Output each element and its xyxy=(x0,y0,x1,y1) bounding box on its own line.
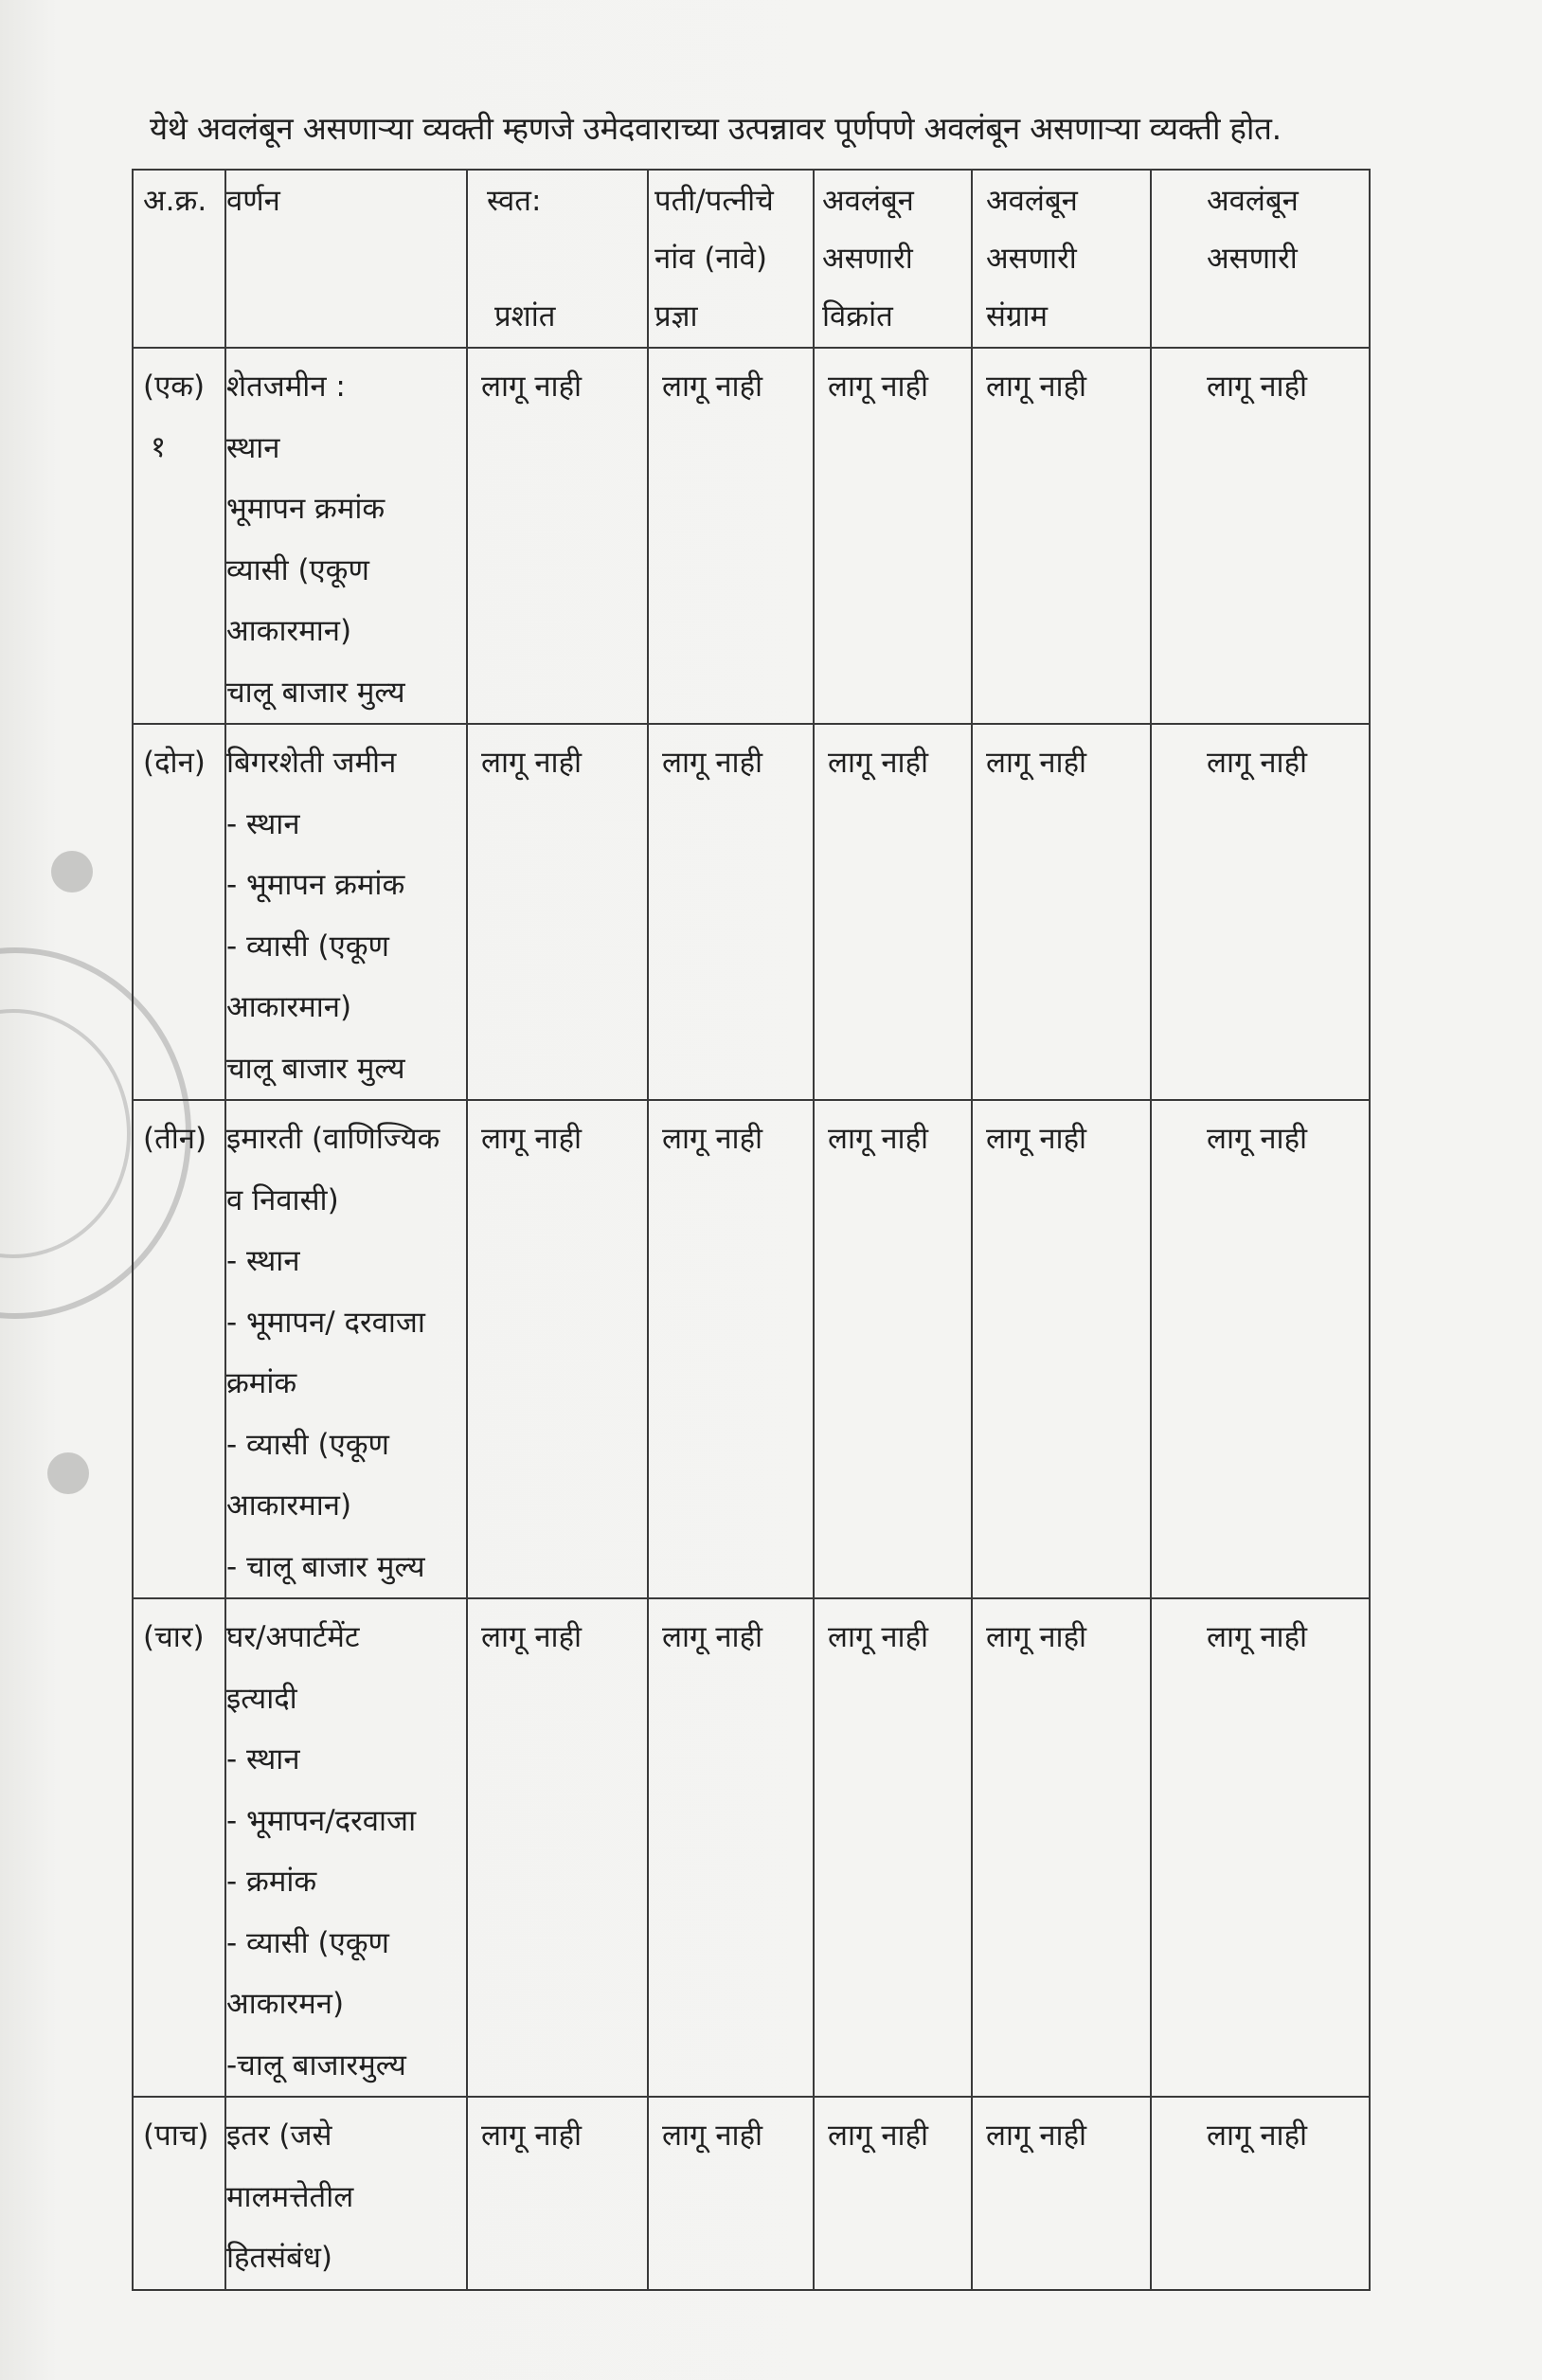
header-self: स्वत: प्रशांत xyxy=(467,170,648,348)
table-header-row xyxy=(133,170,1370,348)
row-description: इतर (जसे मालमत्तेतील हितसंबंध) xyxy=(225,2097,467,2290)
header-dependent-2: अवलंबून असणारी संग्राम xyxy=(972,170,1151,348)
value-dependent-3: लागू नाही xyxy=(1151,1598,1370,2097)
value-dependent-2: लागू नाही xyxy=(972,2097,1151,2290)
row-number: (पाच) xyxy=(133,2097,225,2290)
table-row xyxy=(133,2097,1370,2290)
value-dependent-3: लागू नाही xyxy=(1151,1100,1370,1598)
row-description: बिगरशेती जमीन - स्थान - भूमापन क्रमांक - व्यासी (एकूण आकारमान) चालू बाजार मुल्य xyxy=(225,724,467,1100)
value-dependent-2: लागू नाही xyxy=(972,724,1151,1100)
value-spouse: लागू नाही xyxy=(648,348,814,724)
punch-hole xyxy=(51,851,93,892)
value-dependent-1: लागू नाही xyxy=(814,2097,972,2290)
asset-table xyxy=(132,169,1371,2291)
value-dependent-1: लागू नाही xyxy=(814,724,972,1100)
value-self: लागू नाही xyxy=(467,2097,648,2290)
header-dependent-3: अवलंबून असणारी xyxy=(1151,170,1370,348)
intro-text: येथे अवलंबून असणाऱ्या व्यक्ती म्हणजे उमेदवाराच्या उत्पन्नावर पूर्णपणे अवलंबून असणाऱ्या व्यक्ती होत. xyxy=(150,110,1282,147)
value-dependent-3: लागू नाही xyxy=(1151,348,1370,724)
row-number: (दोन) xyxy=(133,724,225,1100)
row-description: घर/अपार्टमेंट इत्यादी - स्थान - भूमापन/दरवाजा - क्रमांक - व्यासी (एकूण आकारमन) -चालू बाजारमुल्य xyxy=(225,1598,467,2097)
value-self: लागू नाही xyxy=(467,724,648,1100)
value-dependent-3: लागू नाही xyxy=(1151,2097,1370,2290)
row-description: इमारती (वाणिज्यिक व निवासी) - स्थान - भूमापन/ दरवाजा क्रमांक - व्यासी (एकूण आकारमान) - चालू बाजार मुल्य xyxy=(225,1100,467,1598)
value-self: लागू नाही xyxy=(467,1100,648,1598)
row-number: (तीन) xyxy=(133,1100,225,1598)
value-dependent-2: लागू नाही xyxy=(972,348,1151,724)
value-dependent-1: लागू नाही xyxy=(814,1100,972,1598)
row-description: शेतजमीन : स्थान भूमापन क्रमांक व्यासी (एकूण आकारमान) चालू बाजार मुल्य xyxy=(225,348,467,724)
header-dependent-1: अवलंबून असणारी विक्रांत xyxy=(814,170,972,348)
table-row xyxy=(133,724,1370,1100)
value-dependent-2: लागू नाही xyxy=(972,1598,1151,2097)
value-dependent-2: लागू नाही xyxy=(972,1100,1151,1598)
row-number: (चार) xyxy=(133,1598,225,2097)
table-row xyxy=(133,348,1370,724)
value-dependent-1: लागू नाही xyxy=(814,1598,972,2097)
punch-hole xyxy=(47,1452,89,1494)
value-spouse: लागू नाही xyxy=(648,2097,814,2290)
value-spouse: लागू नाही xyxy=(648,724,814,1100)
header-spouse: पती/पत्नीचे नांव (नावे) प्रज्ञा xyxy=(648,170,814,348)
table-row xyxy=(133,1598,1370,2097)
value-dependent-3: लागू नाही xyxy=(1151,724,1370,1100)
value-self: लागू नाही xyxy=(467,348,648,724)
header-description: वर्णन xyxy=(225,170,467,348)
table-row xyxy=(133,1100,1370,1598)
header-sr: अ.क्र. xyxy=(133,170,225,348)
value-spouse: लागू नाही xyxy=(648,1100,814,1598)
value-spouse: लागू नाही xyxy=(648,1598,814,2097)
row-number: (एक) १ xyxy=(133,348,225,724)
value-self: लागू नाही xyxy=(467,1598,648,2097)
value-dependent-1: लागू नाही xyxy=(814,348,972,724)
